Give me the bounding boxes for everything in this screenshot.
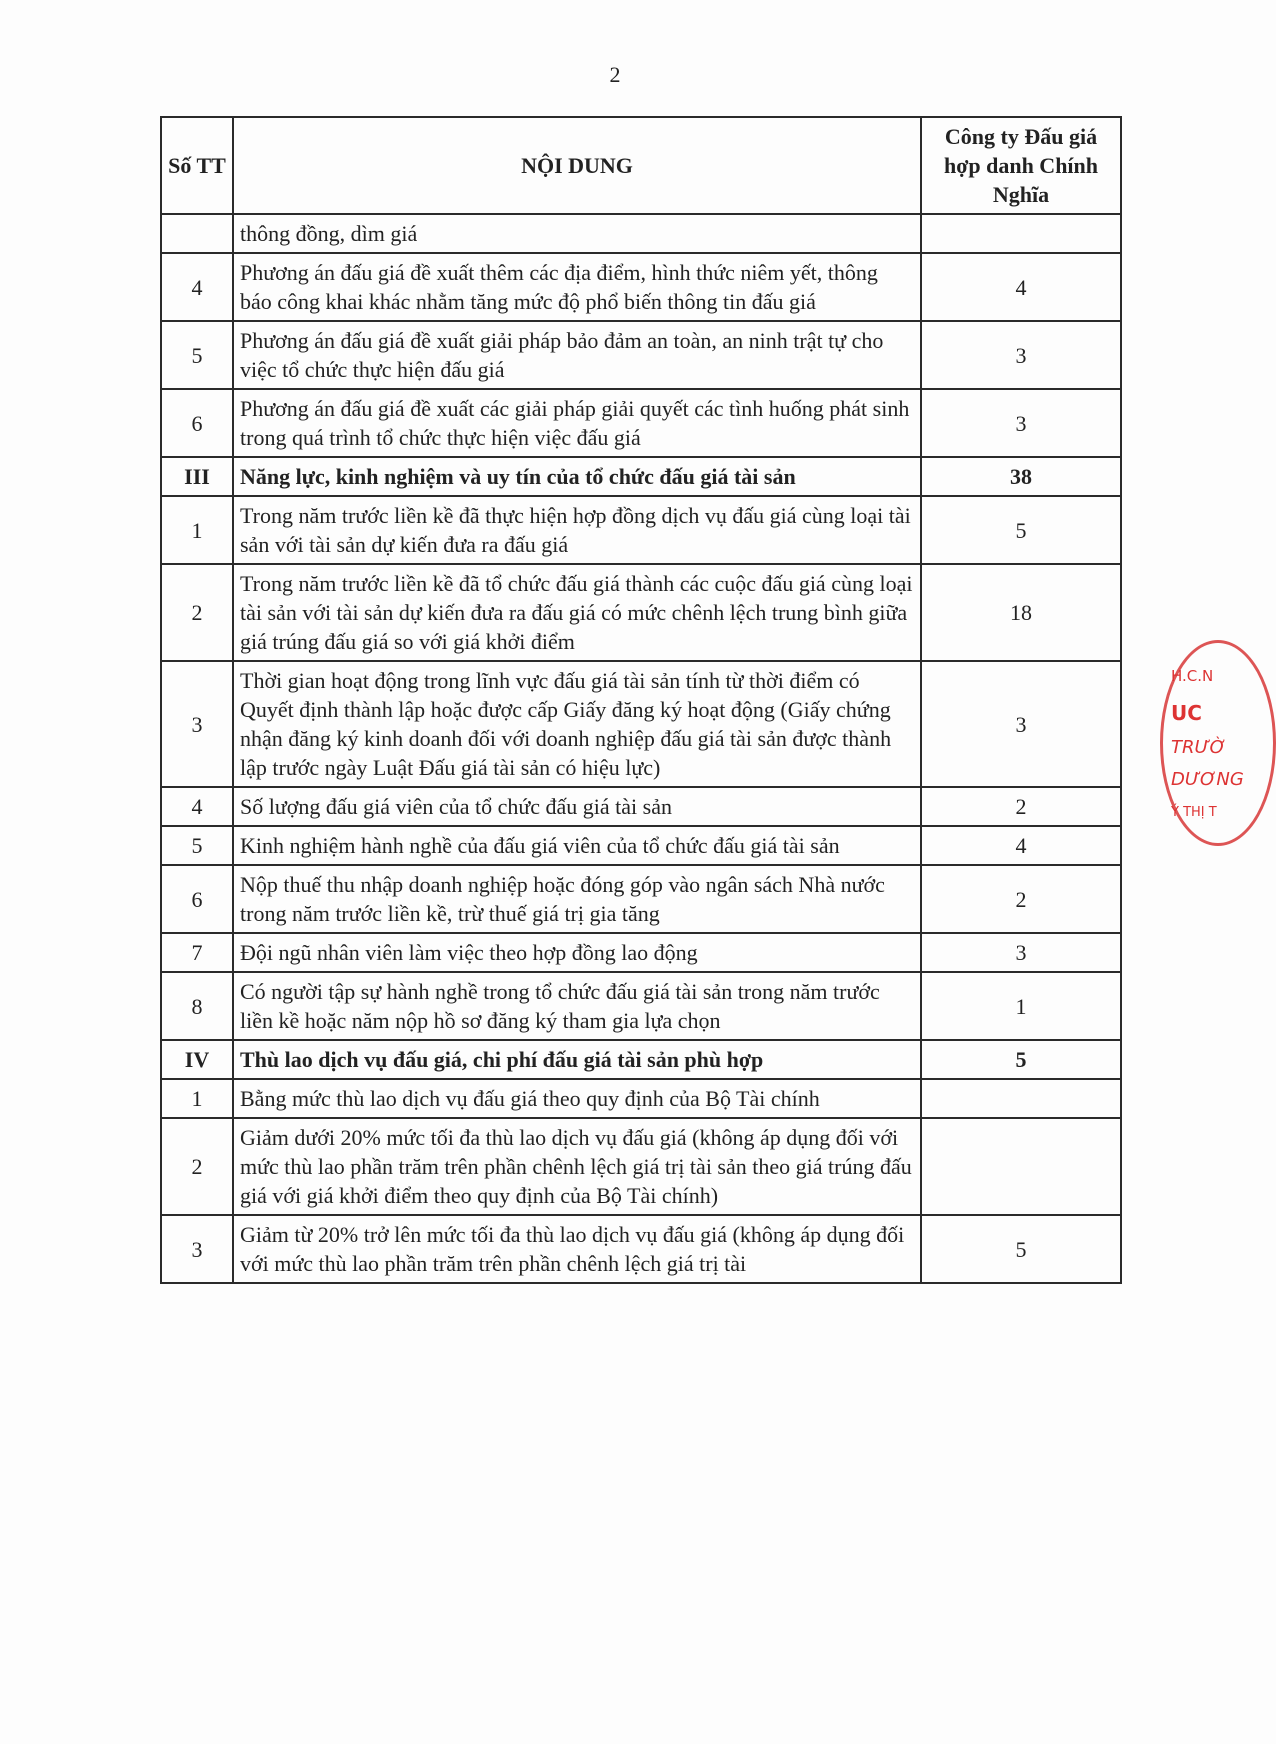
row-stt-cell: 8 [161,972,233,1040]
row-stt-cell: 1 [161,1079,233,1118]
row-stt-cell: 6 [161,865,233,933]
header-content: NỘI DUNG [233,117,921,214]
section-row [161,1040,1121,1079]
row-score-cell: 5 [921,496,1121,564]
table-row [161,933,1121,972]
table-row [161,826,1121,865]
row-content-cell: Giảm từ 20% trở lên mức tối đa thù lao dịch vụ đấu giá (không áp dụng đối với mức thù lao phần trăm trên phần chênh lệch giá trị tài [233,1215,921,1283]
row-content-cell: thông đồng, dìm giá [233,214,921,253]
table-row [161,321,1121,389]
table-row [161,1215,1121,1283]
row-score-cell: 18 [921,564,1121,661]
stamp-text: DƯƠNG [1171,769,1244,790]
row-stt-cell: 4 [161,253,233,321]
table-row [161,787,1121,826]
row-score-cell: 1 [921,972,1121,1040]
row-content-cell: Kinh nghiệm hành nghề của đấu giá viên của tổ chức đấu giá tài sản [233,826,921,865]
stamp-text: UC [1171,701,1202,725]
row-score-cell: 4 [921,253,1121,321]
row-content-cell: Thù lao dịch vụ đấu giá, chi phí đấu giá tài sản phù hợp [233,1040,921,1079]
header-stt: Số TT [161,117,233,214]
table-row [161,564,1121,661]
table-row [161,972,1121,1040]
row-content-cell: Nộp thuế thu nhập doanh nghiệp hoặc đóng góp vào ngân sách Nhà nước trong năm trước liền kề, trừ thuế giá trị gia tăng [233,865,921,933]
row-stt-cell: 7 [161,933,233,972]
row-stt-cell: 5 [161,826,233,865]
table-row [161,661,1121,787]
row-stt-cell: 2 [161,1118,233,1215]
row-score-cell: 3 [921,389,1121,457]
table-row [161,1079,1121,1118]
row-content-cell: Trong năm trước liền kề đã thực hiện hợp đồng dịch vụ đấu giá cùng loại tài sản với tài sản dự kiến đưa ra đấu giá [233,496,921,564]
row-stt-cell: III [161,457,233,496]
row-score-cell: 4 [921,826,1121,865]
row-stt-cell: 5 [161,321,233,389]
row-content-cell: Thời gian hoạt động trong lĩnh vực đấu giá tài sản tính từ thời điểm có Quyết định thành lập hoặc được cấp Giấy đăng ký hoạt động (Giấy chứng nhận đăng ký kinh doanh đối với doanh nghiệp đấu giá tài sản được thành lập trước ngày Luật Đấu giá tài sản có hiệu lực) [233,661,921,787]
stamp-text: TRƯỜ [1171,737,1227,758]
row-stt-cell: 3 [161,1215,233,1283]
table-row [161,214,1121,253]
page-number: 2 [609,62,621,87]
table-row [161,1118,1121,1215]
row-score-cell [921,1118,1121,1215]
evaluation-table [160,116,1122,1284]
row-content-cell: Phương án đấu giá đề xuất giải pháp bảo đảm an toàn, an ninh trật tự cho việc tổ chức thực hiện đấu giá [233,321,921,389]
table-header-row [161,117,1121,214]
row-content-cell: Có người tập sự hành nghề trong tổ chức đấu giá tài sản trong năm trước liền kề hoặc năm nộp hồ sơ đăng ký tham gia lựa chọn [233,972,921,1040]
row-content-cell: Năng lực, kinh nghiệm và uy tín của tổ chức đấu giá tài sản [233,457,921,496]
header-company: Công ty Đấu giá hợp danh Chính Nghĩa [921,117,1121,214]
stamp-text: H.C.N [1171,667,1214,685]
row-content-cell: Phương án đấu giá đề xuất các giải pháp giải quyết các tình huống phát sinh trong quá trình tổ chức thực hiện việc đấu giá [233,389,921,457]
row-content-cell: Phương án đấu giá đề xuất thêm các địa điểm, hình thức niêm yết, thông báo công khai khác nhằm tăng mức độ phổ biến thông tin đấu giá [233,253,921,321]
row-score-cell: 5 [921,1040,1121,1079]
row-stt-cell: 3 [161,661,233,787]
section-row [161,457,1121,496]
table-row [161,865,1121,933]
row-stt-cell: 2 [161,564,233,661]
table-row [161,496,1121,564]
red-stamp [1160,640,1276,846]
row-stt-cell: 4 [161,787,233,826]
row-score-cell: 38 [921,457,1121,496]
row-score-cell: 3 [921,661,1121,787]
table-row [161,253,1121,321]
row-score-cell: 2 [921,865,1121,933]
row-content-cell: Trong năm trước liền kề đã tổ chức đấu giá thành các cuộc đấu giá cùng loại tài sản với tài sản dự kiến đưa ra đấu giá có mức chênh lệch trung bình giữa giá trúng đấu giá so với giá khởi điểm [233,564,921,661]
row-score-cell [921,214,1121,253]
row-score-cell: 2 [921,787,1121,826]
row-score-cell: 5 [921,1215,1121,1283]
row-stt-cell [161,214,233,253]
row-content-cell: Giảm dưới 20% mức tối đa thù lao dịch vụ đấu giá (không áp dụng đối với mức thù lao phần trăm trên phần chênh lệch giá trị tài sản theo giá trúng đấu giá với giá khởi điểm theo quy định của Bộ Tài chính) [233,1118,921,1215]
row-stt-cell: IV [161,1040,233,1079]
row-stt-cell: 6 [161,389,233,457]
row-content-cell: Số lượng đấu giá viên của tổ chức đấu giá tài sản [233,787,921,826]
row-content-cell: Bằng mức thù lao dịch vụ đấu giá theo quy định của Bộ Tài chính [233,1079,921,1118]
stamp-text: Ý THỊ T [1171,805,1217,820]
row-stt-cell: 1 [161,496,233,564]
row-score-cell: 3 [921,933,1121,972]
row-score-cell: 3 [921,321,1121,389]
row-score-cell [921,1079,1121,1118]
table-row [161,389,1121,457]
row-content-cell: Đội ngũ nhân viên làm việc theo hợp đồng lao động [233,933,921,972]
